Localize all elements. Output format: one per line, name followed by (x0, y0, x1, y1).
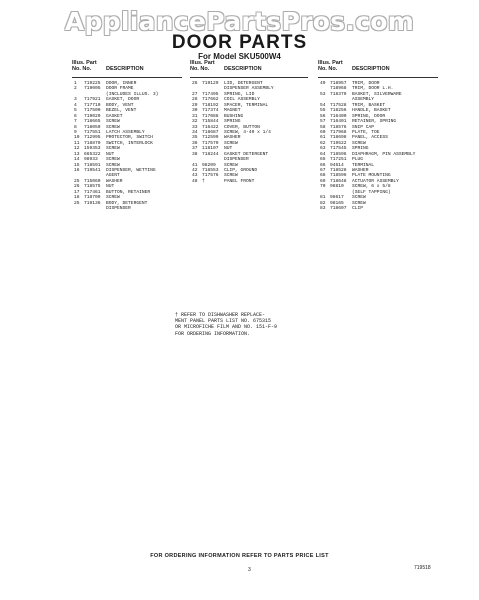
illus-number: 7 (74, 119, 77, 125)
part-description: NUT (224, 146, 233, 152)
illus-number: 12 (74, 146, 80, 152)
part-number: 712599 (202, 135, 219, 141)
part-number: 719541 (84, 168, 101, 173)
part-description: SPRING (352, 146, 369, 152)
illus-number: 9 (74, 129, 77, 135)
part-number: 717921 (84, 97, 101, 103)
illus-number: 60 (320, 129, 326, 135)
part-number: 717088 (202, 113, 219, 119)
part-number: 718591 (84, 162, 101, 168)
parts-column-2 (190, 60, 308, 184)
part-description: SCREW (224, 173, 238, 179)
part-number: 716401 (330, 119, 347, 125)
watermark: AppliancePartsPros.com (64, 6, 415, 36)
illus-number: 42 (192, 168, 198, 173)
part-number: 718665 (84, 119, 101, 125)
part-description: DISPENSER, WETTING (106, 168, 156, 173)
part-number: 717545 (330, 146, 347, 152)
part-number: 718648 (330, 178, 347, 184)
illus-number: 55 (320, 108, 326, 114)
part-number: 718957 (330, 81, 347, 86)
part-number: 159353 (84, 146, 101, 152)
illus-number: 5 (74, 108, 77, 114)
part-number: 715060 (84, 178, 101, 184)
illus-number: 61 (320, 135, 326, 141)
page-title: DOOR PARTS (171, 32, 308, 53)
illus-number: 6 (74, 113, 77, 119)
illus-number: 32 (192, 119, 198, 125)
part-number: 716422 (202, 124, 219, 130)
illus-number: 82 (320, 200, 326, 206)
illus-number: 41 (192, 162, 198, 168)
part-description: SCREW (106, 195, 120, 201)
part-description: SWITCH, INTERLOCK (106, 140, 153, 146)
part-description: TRIM, DOOR L.H. (352, 86, 394, 92)
note-line: OR MICROFICHE FILM AND NO. 151-F-9 (175, 324, 278, 331)
part-number: 719005 (84, 86, 101, 92)
page-subtitle: For Model SKU500W4 (198, 52, 281, 61)
illus-number: 13 (74, 151, 80, 157)
part-description: WASHER (106, 178, 123, 184)
illus-number: 36 (192, 140, 198, 146)
header-description: DESCRIPTION (106, 66, 144, 72)
column-header (72, 60, 182, 78)
part-number: 718576 (330, 124, 347, 130)
part-description: LATCH ASSEMBLY (106, 129, 145, 135)
part-description: GASKET (106, 113, 123, 119)
column-header (190, 60, 308, 78)
part-description: COVER, BUTTON (224, 124, 260, 130)
illus-number: 66 (320, 162, 326, 168)
part-row (72, 206, 182, 211)
part-number: 715844 (202, 119, 219, 125)
illus-number: 83 (320, 206, 326, 212)
part-description: NUT (106, 151, 115, 157)
part-description: TERMINAL (352, 162, 375, 168)
part-description: SCREW (224, 140, 238, 146)
illus-number: 43 (192, 173, 198, 179)
illus-number: 62 (320, 140, 326, 146)
part-description: COIL ASSEMBLY (224, 97, 260, 103)
part-description: PLATE, TOE (352, 129, 380, 135)
part-number: 118107 (202, 146, 219, 152)
illus-number: 14 (74, 157, 80, 163)
illus-number: 26 (192, 81, 198, 86)
part-description: DOOR FRAME (106, 86, 134, 92)
illus-number: 16 (74, 168, 80, 173)
illus-number: 70 (320, 184, 326, 190)
part-description: SPACER, TERMINAL (224, 102, 269, 108)
header-illus: Illus. Part (72, 60, 97, 66)
part-description: DISPENSER (224, 157, 249, 163)
part-number: 717570 (202, 140, 219, 146)
note-line: MENT PANEL PARTS LIST NO. 675315 (175, 318, 272, 325)
part-description: PANEL, ACCESS (352, 135, 388, 141)
illus-number: 28 (192, 97, 198, 103)
part-number: 717968 (330, 129, 347, 135)
part-description: NUT (106, 184, 115, 190)
part-number: 718687 (202, 129, 219, 135)
part-description: (SELF TAPPING) (352, 189, 391, 195)
part-description: SCREW, 6 x 5/8 (352, 184, 391, 190)
part-number: 719136 (84, 200, 101, 206)
part-number: 718596 (330, 173, 347, 179)
part-number: 98209 (202, 162, 216, 168)
header-no: No. No. (318, 66, 338, 72)
part-description: PANEL FRONT (224, 178, 255, 184)
part-number: 717662 (202, 97, 219, 103)
part-description: PROTECTOR, SWITCH (106, 135, 153, 141)
part-description: TRIM, BASKET (352, 102, 386, 108)
illus-number: 1 (74, 81, 77, 86)
part-description: BODY, VENT (106, 102, 134, 108)
part-number: 717495 (202, 91, 219, 97)
part-number: 716400 (330, 113, 347, 119)
part-description: CLIP, GROUND (224, 168, 258, 173)
part-description: ACTUATOR ASSEMBLY (352, 178, 399, 184)
page-number: 3 (248, 567, 251, 573)
part-description: SPRING, DOOR (352, 113, 386, 119)
header-illus: Illus. Part (190, 60, 215, 66)
column-header (318, 60, 438, 78)
part-number: 718256 (330, 108, 347, 114)
part-description: GASKET, DOOR (106, 97, 140, 103)
illus-number: 30 (192, 108, 198, 114)
part-number: 98810 (330, 184, 344, 190)
part-description: ASSEMBLY (352, 97, 375, 103)
part-number: 717374 (202, 108, 219, 114)
part-description: SCREW (352, 195, 366, 201)
header-no: No. No. (72, 66, 92, 72)
part-number: 718596 (330, 151, 347, 157)
note-line: FOR ORDERING INFORMATION. (175, 330, 251, 337)
part-description: BASKET, SILVERWARE (352, 91, 402, 97)
illus-number: 38 (192, 151, 198, 157)
part-description: BEZEL, VENT (106, 108, 137, 114)
illus-number: 57 (320, 119, 326, 125)
part-description: DISPENSER ASSEMBLY (224, 86, 274, 92)
part-number: 718709 (84, 195, 101, 201)
ordering-note (175, 312, 325, 337)
illus-number: 54 (320, 102, 326, 108)
part-description: SCREW (224, 162, 238, 168)
note-line: † REFER TO DISHWASHER REPLACE- (175, 312, 266, 318)
part-number: 719522 (330, 140, 347, 146)
part-number: 98617 (330, 195, 344, 201)
part-number: 718553 (202, 168, 219, 173)
illus-number: 65 (320, 157, 326, 163)
part-number: 718607 (330, 206, 347, 212)
part-number: 717551 (84, 129, 101, 135)
illus-number: 3 (74, 97, 77, 103)
part-number: 717461 (84, 189, 101, 195)
part-number: 718528 (330, 168, 347, 173)
part-description: BUSHING (224, 113, 244, 119)
part-description: DOOR, INNER (106, 81, 137, 86)
parts-column-1 (72, 60, 182, 212)
part-row (318, 206, 438, 211)
part-description: (INCLUDES ILLUS. 3) (106, 91, 159, 97)
illus-number: 15 (74, 162, 80, 168)
part-number: 718968 (330, 86, 347, 92)
part-number: 717500 (84, 108, 101, 114)
header-description: DESCRIPTION (352, 66, 390, 72)
part-number: 717251 (330, 157, 347, 163)
part-number: 717710 (84, 102, 101, 108)
illus-number: 56 (320, 113, 326, 119)
part-description: CLIP (352, 206, 364, 212)
part-description: BODY, DETERGENT (106, 200, 148, 206)
illus-number: 26 (74, 184, 80, 190)
illus-number: 37 (192, 146, 198, 152)
part-description: SCREW (106, 162, 120, 168)
part-number: 98933 (84, 157, 98, 163)
part-row (190, 179, 308, 184)
part-number: 98165 (330, 200, 344, 206)
illus-number: 11 (74, 140, 80, 146)
illus-number: 25 (74, 200, 80, 206)
parts-column-3 (318, 60, 438, 212)
part-description: SCREW (106, 146, 120, 152)
part-description: MAGNET (224, 108, 241, 114)
illus-number: 34 (192, 129, 198, 135)
illus-number: 48 (192, 178, 198, 184)
illus-number: 67 (320, 168, 326, 173)
part-number: 718192 (202, 102, 219, 108)
part-description: RETAINER, SPRING (352, 119, 397, 125)
part-number: 717576 (202, 173, 219, 179)
part-number: 718698 (330, 135, 347, 141)
part-number: 718870 (84, 140, 101, 146)
part-description: SPRING (224, 119, 241, 125)
illus-number: 68 (320, 173, 326, 179)
part-description: BUTTON, RETAINER (106, 189, 151, 195)
part-number: 718244 (202, 151, 219, 157)
part-number: 718379 (330, 91, 347, 97)
part-description: SCREW (352, 200, 366, 206)
illus-number: 25 (74, 178, 80, 184)
illus-number: 4 (74, 102, 77, 108)
illus-number: 33 (192, 124, 198, 130)
part-number: 718050 (84, 124, 101, 130)
part-description: SCREW, 4-40 x 1/4 (224, 129, 271, 135)
part-description: SCREW (106, 157, 120, 163)
illus-number: 69 (320, 178, 326, 184)
illus-number: 10 (74, 135, 80, 141)
illus-number: 49 (320, 81, 326, 86)
illus-number: 17 (74, 189, 80, 195)
header-description: DESCRIPTION (224, 66, 262, 72)
illus-number: 27 (192, 91, 198, 97)
part-description: SCREW (106, 119, 120, 125)
part-description: GASKET DETERGENT (224, 151, 269, 157)
illus-number: 53 (320, 91, 326, 97)
part-description: DIAPHRAGM, PIN ASSEMBLY (352, 151, 416, 157)
part-number: 719129 (202, 81, 219, 86)
part-number: 719225 (84, 81, 101, 86)
illus-number: 18 (74, 195, 80, 201)
part-number: † (202, 178, 205, 184)
part-description: PLATE MOUNTING (352, 173, 391, 179)
header-illus: Illus. Part (318, 60, 343, 66)
part-description: WASHER (224, 135, 241, 141)
part-description: AGENT (106, 173, 120, 179)
part-number: 719020 (84, 113, 101, 119)
illus-number: 58 (320, 124, 326, 130)
part-description: WASHER (352, 168, 369, 173)
part-description: SCREW (352, 140, 366, 146)
part-description: SPRING, LID (224, 91, 255, 97)
illus-number: 81 (320, 195, 326, 201)
part-description: TRIM, DOOR (352, 81, 380, 86)
illus-number: 31 (192, 113, 198, 119)
part-description: SNIP CAP (352, 124, 375, 130)
part-number: 94614 (330, 162, 344, 168)
part-number: 718575 (84, 184, 101, 190)
illus-number: 64 (320, 151, 326, 157)
footer-instruction: FOR ORDERING INFORMATION REFER TO PARTS PRICE LIST (150, 553, 329, 559)
illus-number: 63 (320, 146, 326, 152)
part-description: HANDLE, BASKET (352, 108, 391, 114)
header-no: No. No. (190, 66, 210, 72)
illus-number: 35 (192, 135, 198, 141)
part-description: SCREW (106, 124, 120, 130)
illus-number: 29 (192, 102, 198, 108)
part-description: PLUG (352, 157, 364, 163)
illus-number: 8 (74, 124, 77, 130)
part-number: 717528 (330, 102, 347, 108)
illus-number: 2 (74, 86, 77, 92)
part-number: 665322 (84, 151, 101, 157)
part-number: 712995 (84, 135, 101, 141)
part-description: DISPENSER (106, 206, 131, 212)
part-description: LID, DETERGENT (224, 81, 263, 86)
document-code: 719518 (414, 565, 431, 571)
